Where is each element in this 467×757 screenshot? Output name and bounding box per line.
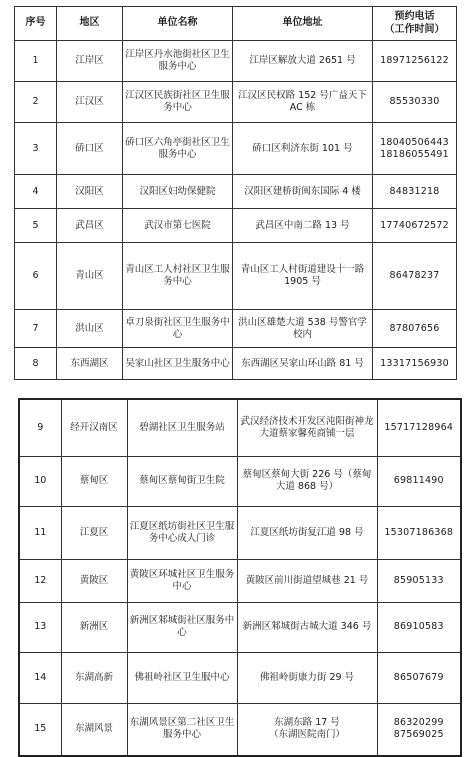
cell-index: 11 (19, 506, 61, 559)
cell-phone: 85905133 (377, 559, 461, 602)
cell-unit-name: 佛祖岭社区卫生服中心 (127, 652, 237, 703)
cell-index: 10 (19, 456, 61, 506)
table-row (19, 559, 461, 602)
cell-unit-name: 黄陂区环城社区卫生服务中心 (127, 559, 237, 602)
cell-district: 武昌区 (57, 209, 123, 243)
cell-unit-address: 洪山区雄楚大道 538 号警官学校内 (233, 310, 373, 348)
header-index: 序号 (15, 7, 57, 41)
table-row (19, 602, 461, 652)
header-unit-name: 单位名称 (123, 7, 233, 41)
cell-district: 江夏区 (61, 506, 127, 559)
cell-phone: 18971256122 (373, 41, 457, 82)
table-row (15, 243, 457, 310)
table-row (15, 209, 457, 243)
cell-district: 硚口区 (57, 123, 123, 175)
cell-district: 经开汉南区 (61, 399, 127, 456)
cell-unit-name: 江汉区民族街社区卫生服务中心 (123, 82, 233, 123)
cell-phone: 86507679 (377, 652, 461, 703)
cell-phone: 15717128964 (377, 399, 461, 456)
table-row (15, 123, 457, 175)
cell-unit-address: 江岸区解放大道 2651 号 (233, 41, 373, 82)
cell-phone: 13317156930 (373, 348, 457, 380)
cell-unit-address: 硚口区利济东街 101 号 (233, 123, 373, 175)
cell-unit-address: 武昌区中南二路 13 号 (233, 209, 373, 243)
cell-unit-address: 黄陂区前川街道望城巷 21 号 (237, 559, 377, 602)
cell-unit-address: 青山区工人村街道建设十一路 1905 号 (233, 243, 373, 310)
table-row (15, 310, 457, 348)
cell-unit-address: 东西湖区吴家山环山路 81 号 (233, 348, 373, 380)
table-row (15, 348, 457, 380)
header-unit-address: 单位地址 (233, 7, 373, 41)
table-row (19, 456, 461, 506)
cell-phone: 86478237 (373, 243, 457, 310)
table-header-row (15, 7, 457, 41)
header-district: 地区 (57, 7, 123, 41)
cell-district: 黄陂区 (61, 559, 127, 602)
cell-index: 14 (19, 652, 61, 703)
cell-index: 12 (19, 559, 61, 602)
header-phone: 预约电话 （工作时间） (373, 7, 457, 41)
cell-index: 6 (15, 243, 57, 310)
clinic-table-part-1 (14, 6, 457, 380)
cell-phone: 86910583 (377, 602, 461, 652)
cell-unit-name: 汉阳区妇幼保健院 (123, 175, 233, 209)
cell-index: 7 (15, 310, 57, 348)
table-row (15, 175, 457, 209)
cell-unit-name: 江夏区纸坊街社区卫生服务中心成人门诊 (127, 506, 237, 559)
cell-unit-name: 新洲区邾城街社区服务中心 (127, 602, 237, 652)
cell-phone: 84831218 (373, 175, 457, 209)
cell-phone: 17740672572 (373, 209, 457, 243)
cell-unit-name: 武汉市第七医院 (123, 209, 233, 243)
cell-unit-name: 东湖风景区第二社区卫生服务中心 (127, 703, 237, 756)
cell-unit-address: 江汉区民权路 152 号广益天下 AC 栋 (233, 82, 373, 123)
cell-unit-name: 蔡甸区蔡甸街卫生院 (127, 456, 237, 506)
cell-index: 13 (19, 602, 61, 652)
cell-district: 江岸区 (57, 41, 123, 82)
table-row (19, 506, 461, 559)
cell-unit-address: 佛祖岭街康力街 29 号 (237, 652, 377, 703)
cell-phone: 18040506443 18186055491 (373, 123, 457, 175)
cell-unit-name: 卓刀泉街社区卫生服务中心 (123, 310, 233, 348)
cell-unit-address: 新洲区邾城街古城大道 346 号 (237, 602, 377, 652)
cell-unit-address: 蔡甸区蔡甸大街 226 号（蔡甸大道 868 号） (237, 456, 377, 506)
cell-unit-name: 江岸区丹水池街社区卫生服务中心 (123, 41, 233, 82)
cell-unit-name: 吴家山社区卫生服务中心 (123, 348, 233, 380)
cell-index: 3 (15, 123, 57, 175)
table-row (19, 399, 461, 456)
cell-phone: 87807656 (373, 310, 457, 348)
cell-unit-name: 碧湖社区卫生服务站 (127, 399, 237, 456)
cell-unit-address: 江夏区纸坊街复江道 98 号 (237, 506, 377, 559)
cell-district: 蔡甸区 (61, 456, 127, 506)
clinic-table-part-2 (18, 398, 462, 757)
cell-index: 5 (15, 209, 57, 243)
cell-unit-address: 武汉经济技术开发区沌阳街神龙大道蔡家馨苑商铺一层 (237, 399, 377, 456)
cell-index: 4 (15, 175, 57, 209)
cell-index: 15 (19, 703, 61, 756)
cell-district: 东西湖区 (57, 348, 123, 380)
cell-district: 东湖风景 (61, 703, 127, 756)
cell-index: 2 (15, 82, 57, 123)
cell-phone: 86320299 87569025 (377, 703, 461, 756)
table-row (19, 703, 461, 756)
cell-unit-address: 东湖东路 17 号 （东湖医院南门） (237, 703, 377, 756)
table-row (15, 41, 457, 82)
cell-phone: 15307186368 (377, 506, 461, 559)
cell-index: 1 (15, 41, 57, 82)
cell-unit-name: 青山区工人村社区卫生服务中心 (123, 243, 233, 310)
cell-district: 江汉区 (57, 82, 123, 123)
cell-district: 青山区 (57, 243, 123, 310)
table-row (19, 652, 461, 703)
cell-district: 新洲区 (61, 602, 127, 652)
cell-district: 洪山区 (57, 310, 123, 348)
cell-unit-address: 汉阳区建桥街闽东国际 4 楼 (233, 175, 373, 209)
cell-index: 8 (15, 348, 57, 380)
cell-phone: 85530330 (373, 82, 457, 123)
cell-index: 9 (19, 399, 61, 456)
cell-district: 东湖高新 (61, 652, 127, 703)
cell-unit-name: 硚口区六角亭街社区卫生服务中心 (123, 123, 233, 175)
table-row (15, 82, 457, 123)
cell-phone: 69811490 (377, 456, 461, 506)
cell-district: 汉阳区 (57, 175, 123, 209)
